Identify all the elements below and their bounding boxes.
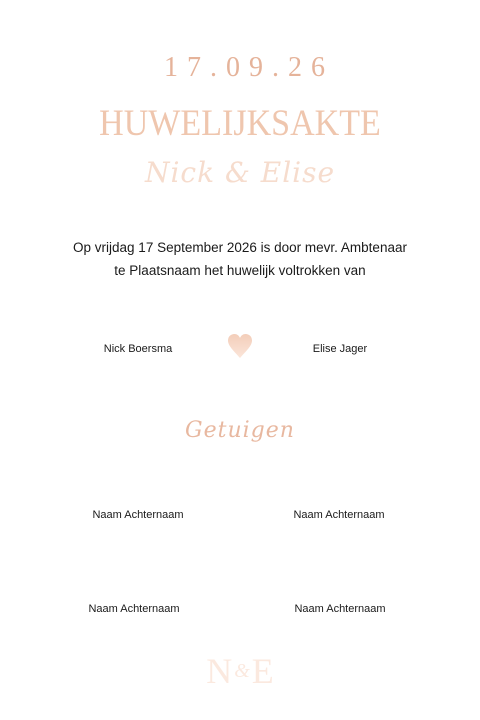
monogram-left: N — [206, 651, 233, 691]
witness-4: Naam Achternaam — [294, 603, 386, 615]
couple-script-names: Nick & Elise — [144, 156, 336, 189]
witness-1: Naam Achternaam — [92, 509, 184, 521]
intro-text — [0, 236, 480, 282]
witnesses-heading: Getuigen — [185, 418, 295, 443]
monogram — [0, 650, 480, 692]
groom-name: Nick Boersma — [103, 343, 173, 355]
witness-3: Naam Achternaam — [88, 603, 180, 615]
intro-line-2: te Plaatsnaam het huwelijk voltrokken van — [114, 263, 366, 278]
heart-icon — [226, 332, 254, 360]
witness-2: Naam Achternaam — [293, 509, 385, 521]
document-title: HUWELIJKSAKTE — [99, 103, 381, 144]
monogram-amp: & — [234, 660, 250, 682]
bride-name: Elise Jager — [312, 343, 368, 355]
wedding-date: 17.09.26 — [164, 52, 334, 83]
monogram-right: E — [251, 651, 274, 691]
intro-line-1: Op vrijdag 17 September 2026 is door mevr. Ambtenaar — [73, 240, 407, 255]
